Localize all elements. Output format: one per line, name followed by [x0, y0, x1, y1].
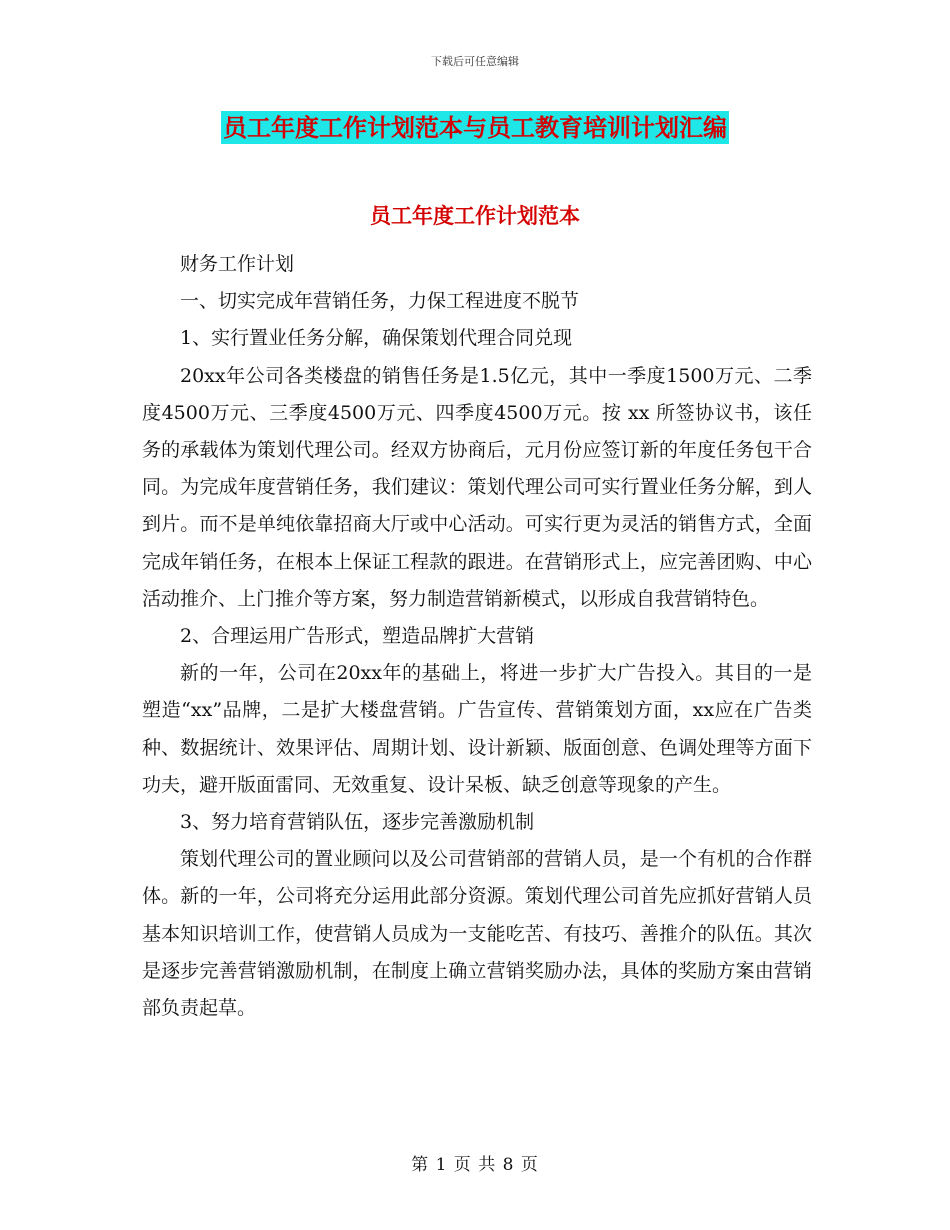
- section-title: 员工年度工作计划范本: [370, 203, 580, 228]
- paragraph-body-2: 新的一年，公司在20xx年的基础上，将进一步扩大广告投入。其目的一是塑造“xx”品牌，二是扩大楼盘营销。广告宣传、营销策划方面，xx应在广告类种、数据统计、效果评估、周期计划、设计新颖、版面创意、色调处理等方面下功夫，避开版面雷同、无效重复、设计呆板、缺乏创意等现象的产生。: [142, 662, 812, 796]
- paragraph-subheading-2: 2、合理运用广告形式，塑造品牌扩大营销: [180, 625, 535, 648]
- paragraph-body-3: 策划代理公司的置业顾问以及公司营销部的营销人员，是一个有机的合作群体。新的一年，公司将充分运用此部分资源。策划代理公司首先应抓好营销人员基本知识培训工作，使营销人员成为一支能吃苦、有技巧、善推介的队伍。其次是逐步完善营销激励机制，在制度上确立营销奖励办法，具体的奖励方案由营销部负责起草。: [142, 848, 812, 1020]
- paragraph-subheading-3: 3、努力培育营销队伍，逐步完善激励机制: [180, 811, 535, 834]
- paragraph-heading-finance: 财务工作计划: [180, 253, 295, 275]
- paragraph-body-1: 20xx年公司各类楼盘的销售任务是1.5亿元，其中一季度1500万元、二季度4500万元、三季度4500万元、四季度4500万元。按 xx 所签协议书，该任务的承载体为策划代理公司。经双方协商后，元月份应签订新的年度任务包干合同。为完成年度营销任务，我们建议：策划代理公司可实行置业任务分解，到人到片。而不是单纯依靠招商大厅或中心活动。可实行更为灵活的销售方式，全面完成年销任务，在根本上保证工程款的跟进。在营销形式上，应完善团购、中心活动推介、上门推介等方案，努力制造营销新模式，以形成自我营销特色。: [142, 364, 812, 610]
- header-note: 下载后可任意编辑: [431, 55, 519, 68]
- main-title: 员工年度工作计划范本与员工教育培训计划汇编: [223, 113, 727, 142]
- page-number: 第 1 页 共 8 页: [411, 1155, 539, 1175]
- document-body: [142, 246, 812, 1027]
- paragraph-subheading-1: 1、实行置业任务分解，确保策划代理合同兑现: [180, 327, 573, 350]
- paragraph-heading-1: 一、切实完成年营销任务，力保工程进度不脱节: [180, 290, 580, 313]
